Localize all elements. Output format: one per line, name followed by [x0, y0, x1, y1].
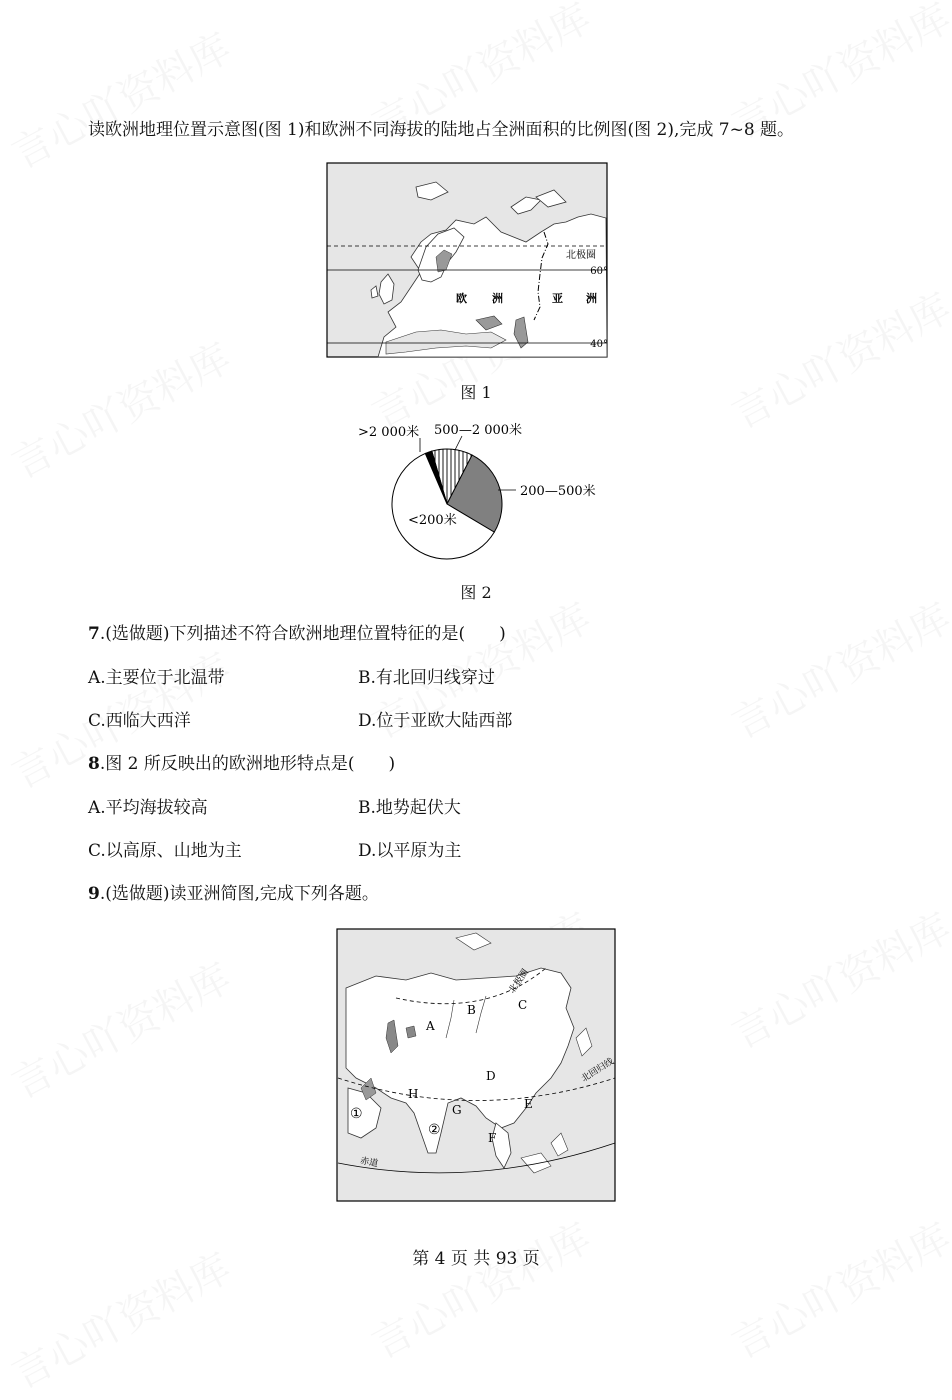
figure2-caption: 图 2 — [460, 583, 492, 602]
label-arctic-circle: 北极圈 — [507, 967, 532, 996]
q9-text: .(选做题)读亚洲简图,完成下列各题。 — [99, 884, 379, 904]
q7-option-c[interactable]: C.西临大西洋 — [88, 711, 191, 731]
figure2-pie-chart — [350, 418, 610, 563]
q7-number: 7 — [88, 624, 100, 644]
q7-option-d[interactable]: D.位于亚欧大陆西部 — [358, 711, 513, 731]
watermark — [1, 947, 240, 1110]
pie-slices — [392, 449, 502, 559]
arctic-circle-label: 北极圈 — [566, 250, 596, 261]
figure3-asia-map — [336, 928, 616, 1202]
label-d: D — [486, 1069, 496, 1083]
asia-label-2: 洲 — [586, 292, 597, 305]
lat40-label: 40° — [590, 339, 608, 350]
label-h: H — [408, 1087, 419, 1101]
watermark — [721, 277, 952, 440]
q9-stem — [88, 882, 379, 906]
q7-option-b[interactable]: B.有北回归线穿过 — [358, 668, 495, 688]
figure1-europe-map — [326, 162, 608, 358]
label-equator: 赤道 — [359, 1156, 379, 1170]
watermark — [721, 1207, 952, 1370]
watermark — [1, 327, 240, 490]
intro-text: 读欧洲地理位置示意图(图 1)和欧洲不同海拔的陆地占全洲面积的比例图(图 2),完成 7~8 题。 — [88, 120, 795, 140]
label-lt200: <200米 — [408, 513, 457, 528]
watermark — [721, 897, 952, 1060]
label-g: G — [452, 1103, 462, 1117]
q7-stem — [88, 622, 506, 646]
q9-number: 9 — [88, 884, 100, 904]
q8-number: 8 — [88, 754, 100, 774]
label-f: F — [488, 1131, 497, 1145]
lat60-label: 60° — [590, 266, 608, 277]
q8-stem — [88, 752, 395, 776]
watermark — [721, 587, 952, 750]
watermark — [1, 17, 240, 180]
page-footer: 第 4 页 共 93 页 — [412, 1249, 540, 1269]
label-circled-1: ① — [350, 1106, 363, 1122]
asia-map-svg — [336, 928, 616, 1202]
europe-map-svg — [326, 162, 608, 358]
label-200-500: 200—500米 — [520, 484, 596, 499]
q8-text: .图 2 所反映出的欧洲地形特点是( ) — [99, 754, 396, 774]
label-tropic: 北回归线 — [579, 1056, 616, 1085]
label-e: E — [524, 1097, 533, 1111]
label-c: C — [518, 998, 528, 1012]
watermark — [361, 1207, 600, 1370]
label-b: B — [467, 1003, 476, 1017]
europe-label-1: 欧 — [456, 292, 467, 305]
q7-text: .(选做题)下列描述不符合欧洲地理位置特征的是( ) — [99, 624, 506, 644]
q8-option-d[interactable]: D.以平原为主 — [358, 841, 462, 861]
label-circled-2: ② — [428, 1122, 441, 1138]
q8-option-c[interactable]: C.以高原、山地为主 — [88, 841, 242, 861]
label-500-2000: 500—2 000米 — [434, 423, 523, 438]
label-gt2000: >2 000米 — [358, 425, 420, 440]
pie-chart-svg — [350, 418, 610, 563]
figure1-caption: 图 1 — [460, 383, 492, 402]
q7-option-a[interactable]: A.主要位于北温带 — [88, 668, 225, 688]
europe-label-2: 洲 — [492, 292, 503, 305]
q8-option-a[interactable]: A.平均海拔较高 — [88, 798, 208, 818]
q8-option-b[interactable]: B.地势起伏大 — [358, 798, 461, 818]
label-a: A — [426, 1019, 435, 1033]
asia-label-1: 亚 — [552, 292, 563, 305]
